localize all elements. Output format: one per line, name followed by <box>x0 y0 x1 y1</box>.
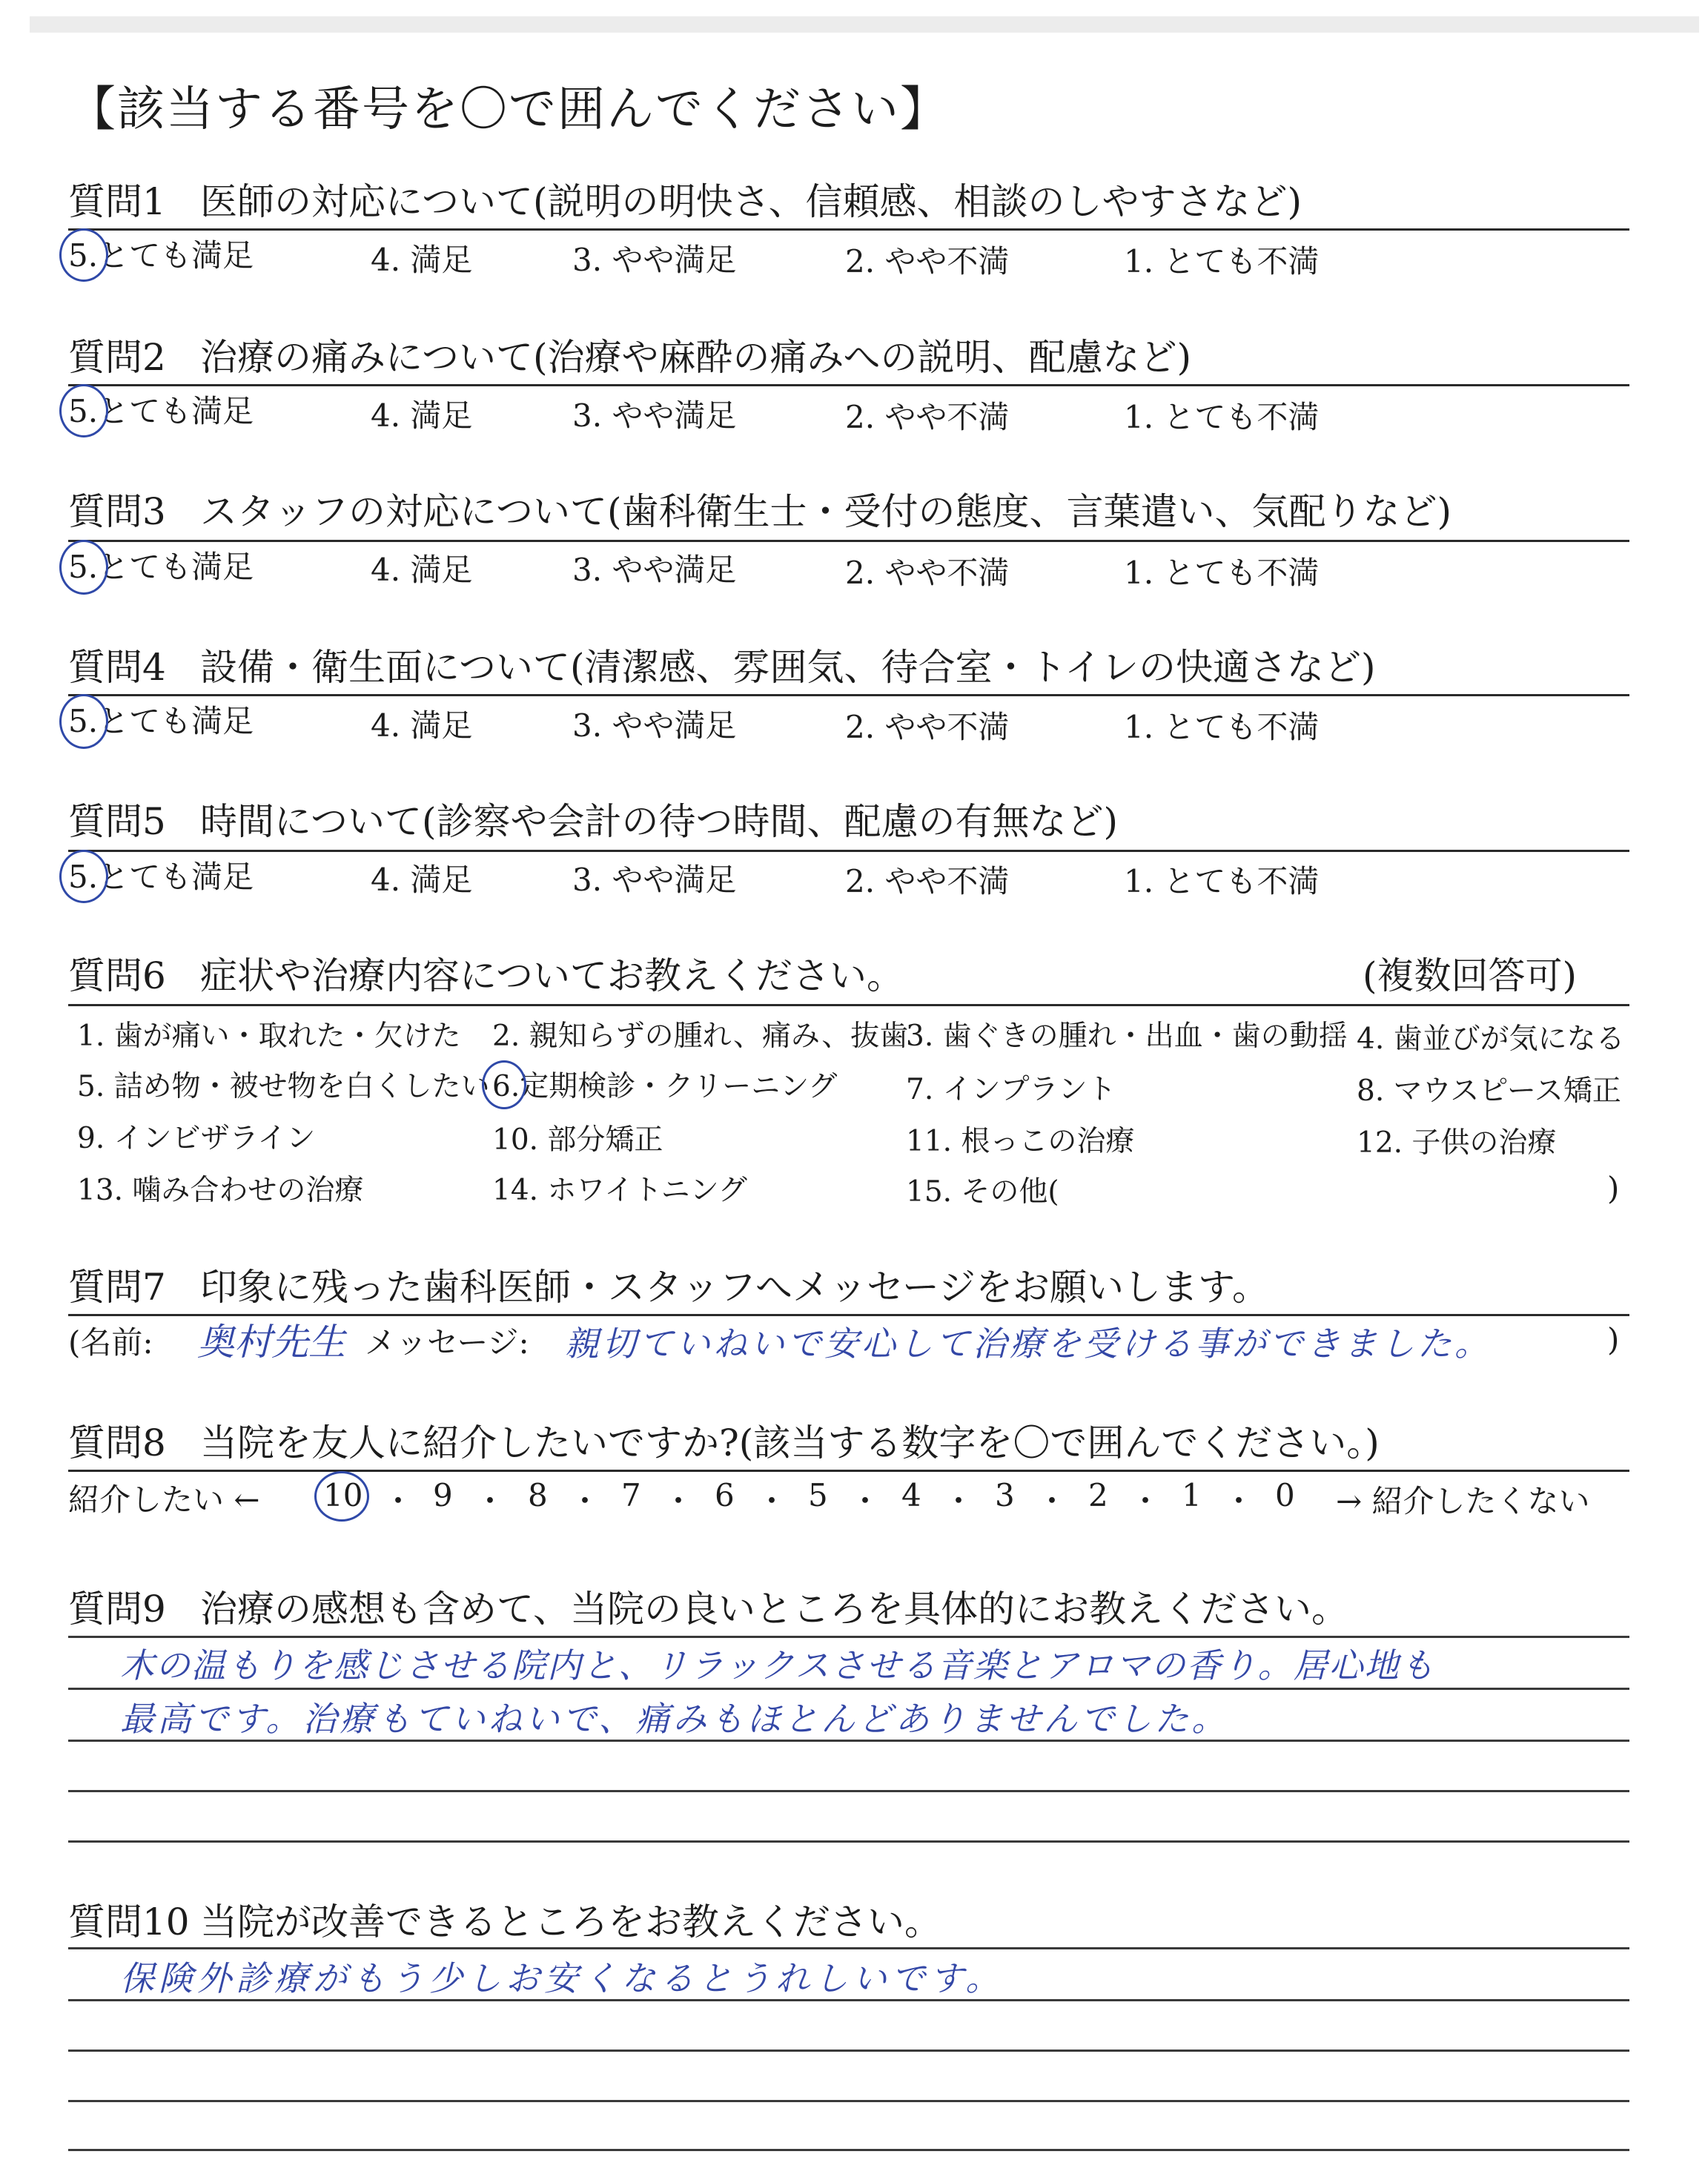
q8-left-label: 紹介したい ← <box>68 1482 260 1518</box>
question-10-text: 当院が改善できるところをお教えください。 <box>200 1900 941 1943</box>
q6-option-9[interactable]: 9. インビザライン <box>77 1122 316 1155</box>
q8-separator: ・ <box>943 1483 975 1519</box>
question-7-number: 質問7 <box>68 1266 166 1309</box>
question-2-rule <box>68 384 1629 386</box>
q7-name-label: (名前: <box>68 1324 153 1361</box>
q6-option-4[interactable]: 4. 歯並びが気になる <box>1357 1023 1625 1056</box>
question-4-number: 質問4 <box>68 646 166 689</box>
q10-answer-line <box>68 2149 1629 2151</box>
question-5-header <box>68 792 1118 845</box>
q5-option-1[interactable]: 1. とても不満 <box>1124 863 1320 899</box>
q3-option-2[interactable]: 2. やや不満 <box>845 555 1010 591</box>
question-3-text: スタッフの対応について(歯科衛生士・受付の態度、言葉遣い、気配りなど) <box>200 490 1452 533</box>
question-3-rule <box>68 540 1629 542</box>
q8-score-5[interactable]: 5 <box>808 1477 828 1513</box>
q5-option-2[interactable]: 2. やや不満 <box>845 863 1010 899</box>
q3-option-5[interactable]: 5.とても満足 <box>68 549 254 585</box>
page-title: 【該当する番号を〇で囲んでください】 <box>68 82 949 137</box>
q9-answer-line <box>68 1688 1629 1690</box>
q6-option-7[interactable]: 7. インプラント <box>906 1073 1116 1106</box>
question-5-rule <box>68 850 1629 852</box>
q8-separator: ・ <box>663 1483 695 1519</box>
q10-answer-line <box>68 1947 1629 1949</box>
question-5-text: 時間について(診察や会計の待つ時間、配慮の有無など) <box>200 800 1119 843</box>
q9-answer-handwritten-line-1[interactable]: 木の温もりを感じさせる院内と、リラックスさせる音楽とアロマの香り。居心地も <box>120 1645 1436 1685</box>
q9-answer-line <box>68 1636 1629 1638</box>
q3-option-1[interactable]: 1. とても不満 <box>1124 555 1320 591</box>
question-8-rule <box>68 1470 1629 1472</box>
q6-option-11[interactable]: 11. 根っこの治療 <box>906 1125 1135 1158</box>
q8-separator: ・ <box>850 1483 881 1519</box>
question-9-text: 治療の感想も含めて、当院の良いところを具体的にお教えください。 <box>200 1588 1348 1631</box>
q2-option-5[interactable]: 5.とても満足 <box>68 393 254 429</box>
q8-score-2[interactable]: 2 <box>1088 1477 1108 1513</box>
question-8-header <box>68 1413 1380 1467</box>
question-1-header <box>68 172 1302 225</box>
question-4-text: 設備・衛生面について(清潔感、雰囲気、待合室・トイレの快適さなど) <box>200 646 1376 689</box>
q2-option-3[interactable]: 3. やや満足 <box>572 397 737 434</box>
q2-option-4[interactable]: 4. 満足 <box>371 397 473 434</box>
q1-option-2[interactable]: 2. やや不満 <box>845 243 1010 280</box>
q8-selection-circle <box>314 1471 369 1522</box>
q4-option-4[interactable]: 4. 満足 <box>371 707 473 744</box>
q7-name-handwritten[interactable]: 奥村先生 <box>197 1321 345 1364</box>
question-3-number: 質問3 <box>68 490 166 533</box>
q3-option-4[interactable]: 4. 満足 <box>371 552 473 588</box>
question-2-text: 治療の痛みについて(治療や麻酔の痛みへの説明、配慮など) <box>200 336 1192 379</box>
q6-option-8[interactable]: 8. マウスピース矯正 <box>1357 1074 1621 1108</box>
q8-score-9[interactable]: 9 <box>433 1477 453 1513</box>
q9-answer-line <box>68 1740 1629 1742</box>
q7-close-paren: ) <box>1607 1321 1620 1358</box>
question-3-header <box>68 482 1452 535</box>
q2-option-2[interactable]: 2. やや不満 <box>845 399 1010 435</box>
q10-answer-handwritten[interactable]: 保険外診療がもう少しお安くなるとうれしいです。 <box>120 1958 1004 1998</box>
q4-option-2[interactable]: 2. やや不満 <box>845 709 1010 745</box>
question-6-rule <box>68 1004 1629 1006</box>
question-2-number: 質問2 <box>68 336 166 379</box>
q1-option-5[interactable]: 5.とても満足 <box>68 237 254 274</box>
q10-answer-line <box>68 2100 1629 2102</box>
q8-right-label: → 紹介したくない <box>1336 1483 1590 1519</box>
q5-selection-circle <box>59 850 108 903</box>
q6-option-10[interactable]: 10. 部分矯正 <box>492 1123 663 1157</box>
q8-score-3[interactable]: 3 <box>995 1477 1015 1513</box>
question-10-header <box>68 1892 941 1946</box>
q2-option-1[interactable]: 1. とても不満 <box>1124 399 1320 435</box>
q6-option-1[interactable]: 1. 歯が痛い・取れた・欠けた <box>77 1020 461 1053</box>
question-5-number: 質問5 <box>68 800 166 843</box>
q10-answer-line <box>68 2050 1629 2052</box>
question-2-header <box>68 328 1191 381</box>
q8-separator: ・ <box>1223 1483 1255 1519</box>
q8-separator: ・ <box>383 1483 414 1519</box>
q2-selection-circle <box>59 384 108 437</box>
q6-option-14[interactable]: 14. ホワイトニング <box>492 1174 747 1207</box>
q6-option-12[interactable]: 12. 子供の治療 <box>1357 1126 1557 1160</box>
q6-option-2[interactable]: 2. 親知らずの腫れ、痛み、抜歯 <box>492 1020 909 1053</box>
q9-answer-handwritten-line-2[interactable]: 最高です。治療もていねいで、痛みもほとんどありませんでした。 <box>120 1699 1229 1739</box>
question-6-number: 質問6 <box>68 954 166 997</box>
multiple-answers-note: (複数回答可) <box>1363 954 1578 997</box>
q1-option-4[interactable]: 4. 満足 <box>371 242 473 278</box>
question-1-rule <box>68 228 1629 231</box>
q6-option-13[interactable]: 13. 噛み合わせの治療 <box>77 1174 364 1207</box>
question-8-number: 質問8 <box>68 1421 166 1464</box>
q7-message-label: メッセージ: <box>365 1324 529 1361</box>
q8-score-8[interactable]: 8 <box>528 1477 548 1513</box>
q8-score-7[interactable]: 7 <box>621 1477 641 1513</box>
question-7-text: 印象に残った歯科医師・スタッフへメッセージをお願いします。 <box>200 1266 1269 1309</box>
q8-separator: ・ <box>1036 1483 1068 1519</box>
q8-separator: ・ <box>756 1483 788 1519</box>
q8-score-0[interactable]: 0 <box>1275 1477 1295 1513</box>
q8-score-1[interactable]: 1 <box>1182 1477 1202 1513</box>
question-1-number: 質問1 <box>68 180 166 223</box>
q8-score-6[interactable]: 6 <box>715 1477 735 1513</box>
q7-message-handwritten[interactable]: 親切ていねいで安心して治療を受ける事ができました。 <box>565 1324 1492 1364</box>
q6-other-close-paren: ) <box>1607 1170 1620 1206</box>
q6-option-5[interactable]: 5. 詰め物・被せ物を白くしたい <box>77 1070 490 1103</box>
q5-option-5[interactable]: 5.とても満足 <box>68 859 254 895</box>
q10-answer-line <box>68 1999 1629 2001</box>
q4-option-1[interactable]: 1. とても不満 <box>1124 709 1320 745</box>
q5-option-3[interactable]: 3. やや満足 <box>572 862 737 898</box>
question-6-header <box>68 946 1578 1000</box>
question-9-number: 質問9 <box>68 1588 166 1631</box>
q1-option-1[interactable]: 1. とても不満 <box>1124 243 1320 280</box>
q8-score-10[interactable]: 10 <box>323 1477 363 1513</box>
question-4-header <box>68 638 1376 691</box>
q3-option-3[interactable]: 3. やや満足 <box>572 552 737 588</box>
question-9-header <box>68 1579 1348 1633</box>
q3-selection-circle <box>59 540 108 595</box>
q8-separator: ・ <box>474 1483 506 1519</box>
question-1-text: 医師の対応について(説明の明快さ、信頼感、相談のしやすさなど) <box>200 180 1302 223</box>
scan-top-band <box>30 16 1699 33</box>
q5-option-4[interactable]: 4. 満足 <box>371 862 473 898</box>
question-8-text: 当院を友人に紹介したいですか?(該当する数字を〇で囲んでください。) <box>200 1421 1380 1464</box>
question-7-header <box>68 1258 1269 1311</box>
q4-option-5[interactable]: 5.とても満足 <box>68 703 254 739</box>
q4-option-3[interactable]: 3. やや満足 <box>572 707 737 744</box>
q1-selection-circle <box>59 228 108 282</box>
q4-selection-circle <box>59 694 108 749</box>
q6-option-15[interactable]: 15. その他( <box>906 1175 1059 1209</box>
q6-option-6[interactable]: 6.定期検診・クリーニング <box>492 1070 838 1103</box>
q6-option-3[interactable]: 3. 歯ぐきの腫れ・出血・歯の動揺 <box>906 1020 1348 1053</box>
question-6-text: 症状や治療内容についてお教えください。 <box>200 954 904 997</box>
q6-selection-circle <box>482 1060 526 1109</box>
question-4-rule <box>68 694 1629 696</box>
q8-separator: ・ <box>1130 1483 1162 1519</box>
q8-separator: ・ <box>569 1483 601 1519</box>
q1-option-3[interactable]: 3. やや満足 <box>572 242 737 278</box>
q9-answer-line <box>68 1790 1629 1792</box>
q8-score-4[interactable]: 4 <box>901 1477 921 1513</box>
question-10-number: 質問10 <box>68 1900 190 1943</box>
q9-answer-line <box>68 1840 1629 1843</box>
